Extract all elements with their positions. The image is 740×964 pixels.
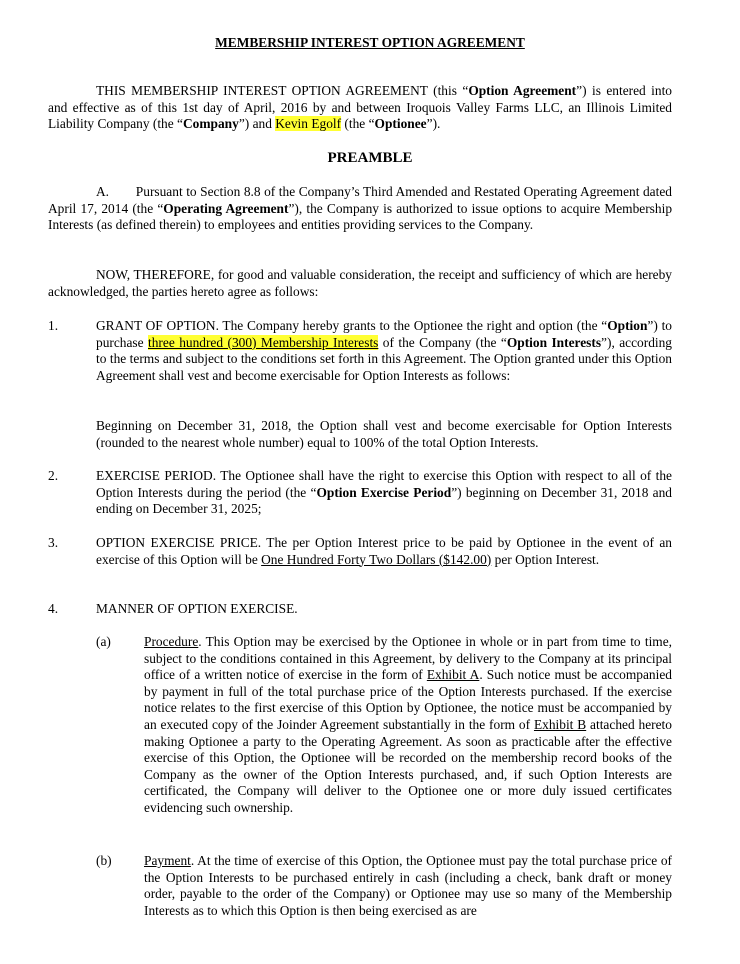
- payment-heading: Payment: [144, 853, 191, 868]
- procedure-heading: Procedure: [144, 634, 199, 649]
- subsection-b-payment: [144, 853, 672, 919]
- recital-a-text-1: A. Pursuant to Section 8.8 of the Company’s Third Amended and Restated Operating Agreement dated April 17, 2014 (the “: [48, 184, 672, 216]
- sa-text-3: attached hereto making Optionee a party to the Operating Agreement. As soon as practicable after the effective exercise of this Option, the Optionee will be recorded on the membership record books of the Company as the owner of the Option Interests purchased, and, if such Option Interests are certificated, the Company will deliver to the Optionee one or more duly issued certificates evidencing such ownership.: [144, 716, 672, 815]
- intro-text-5: ”).: [426, 116, 441, 132]
- sa-text-1: . This Option may be exercised by the Optionee in whole or in part from time to time, subject to the conditions contained in this Agreement, by delivery to the Company at its principal office of a written notice of exercise in the form of: [144, 634, 672, 683]
- preamble-heading: PREAMBLE: [327, 150, 413, 166]
- section-3-exercise-price: [96, 535, 672, 568]
- operating-agreement-term: Operating Agreement: [163, 200, 289, 216]
- document-title: MEMBERSHIP INTEREST OPTION AGREEMENT: [215, 35, 525, 50]
- subsection-a-procedure: [144, 634, 672, 817]
- section-4-number: 4.: [48, 601, 59, 616]
- recital-a-text-2: ”), the Company is authorized to issue options to acquire Membership Interests (as defined therein) to employees and entities providing services to the Company.: [48, 200, 673, 233]
- optionee-term: Optionee: [374, 116, 427, 132]
- now-therefore-paragraph: NOW, THEREFORE, for good and valuable consideration, the receipt and sufficiency of which are hereby acknowledged, the parties hereto agree as follows:: [48, 267, 672, 299]
- section-4-heading: MANNER OF OPTION EXERCISE.: [96, 601, 298, 616]
- exhibit-b-reference: Exhibit B: [533, 716, 587, 732]
- option-exercise-period-term: Option Exercise Period: [316, 484, 452, 500]
- option-interests-term: Option Interests: [506, 334, 602, 350]
- section-1-grant-of-option: [96, 318, 672, 384]
- intro-text-3: ”) and: [238, 116, 276, 132]
- section-1-number: 1.: [48, 318, 59, 333]
- s1-text-4: ”), according to the terms and subject to the conditions set forth in this Agreement. The Option granted under this Option Agreement shall vest and become exercisable for Option Interests as follows:: [96, 334, 673, 383]
- option-agreement-term: Option Agreement: [468, 83, 577, 98]
- sb-text-1: . At the time of exercise of this Option, the Optionee must pay the total purchase price of the Option Interests to be purchased entirely in cash (including a check, bank draft or money order, payable to the order of the Company) or Optionee may use so many of the Membership Interests as to which this Option is then being exercised as are: [144, 853, 672, 918]
- s3-text-2: per Option Interest.: [491, 551, 600, 567]
- s3-text-1: OPTION EXERCISE PRICE. The per Option Interest price to be paid by Optionee in the event of an exercise of this Option will be: [96, 535, 672, 567]
- section-3-number: 3.: [48, 535, 59, 550]
- subsection-b-label: (b): [96, 853, 112, 868]
- sa-text-2: . Such notice must be accompanied by payment in full of the total purchase price of the Option Interests purchased. If the exercise notice relates to the first exercise of this Option by Optionee, the notice must be accompanied by an executed copy of the Joinder Agreement substantially in the form of: [144, 667, 672, 732]
- s1-text-3: of the Company (the “: [378, 334, 507, 350]
- s1-text-1: GRANT OF OPTION. The Company hereby grants to the Optionee the right and option (the “: [96, 318, 608, 333]
- recital-a-paragraph: [48, 184, 672, 234]
- company-term: Company: [183, 116, 239, 132]
- s2-text-2: ”) beginning on December 31, 2018 and ending on December 31, 2025;: [96, 484, 672, 517]
- section-2-exercise-period: [96, 468, 672, 518]
- option-term: Option: [607, 318, 648, 333]
- section-1-vesting-paragraph: Beginning on December 31, 2018, the Option shall vest and become exercisable for Option Interests (rounded to the nearest whole number) equal to 100% of the total Option Interests.: [96, 418, 672, 450]
- membership-interests-highlight: three hundred (300) Membership Interests: [148, 334, 379, 350]
- exhibit-a-reference: Exhibit A: [426, 667, 480, 683]
- intro-text-4: (the “: [341, 116, 375, 132]
- intro-paragraph: [48, 83, 672, 133]
- section-2-number: 2.: [48, 468, 59, 483]
- s2-text-1: EXERCISE PERIOD. The Optionee shall have the right to exercise this Option with respect to all of the Option Interests during the period (the “: [96, 468, 672, 500]
- intro-text-1: THIS MEMBERSHIP INTEREST OPTION AGREEMENT (this “: [96, 83, 469, 98]
- s1-text-2: ”) to purchase: [96, 318, 672, 350]
- optionee-name-highlight: Kevin Egolf: [275, 116, 342, 132]
- intro-text-2: ”) is entered into and effective as of this 1st day of April, 2016 by and between Iroquois Valley Farms LLC, an Illinois Limited Liability Company (the “: [48, 83, 673, 132]
- exercise-price-amount: One Hundred Forty Two Dollars ($142.00): [261, 551, 492, 567]
- subsection-a-label: (a): [96, 634, 111, 649]
